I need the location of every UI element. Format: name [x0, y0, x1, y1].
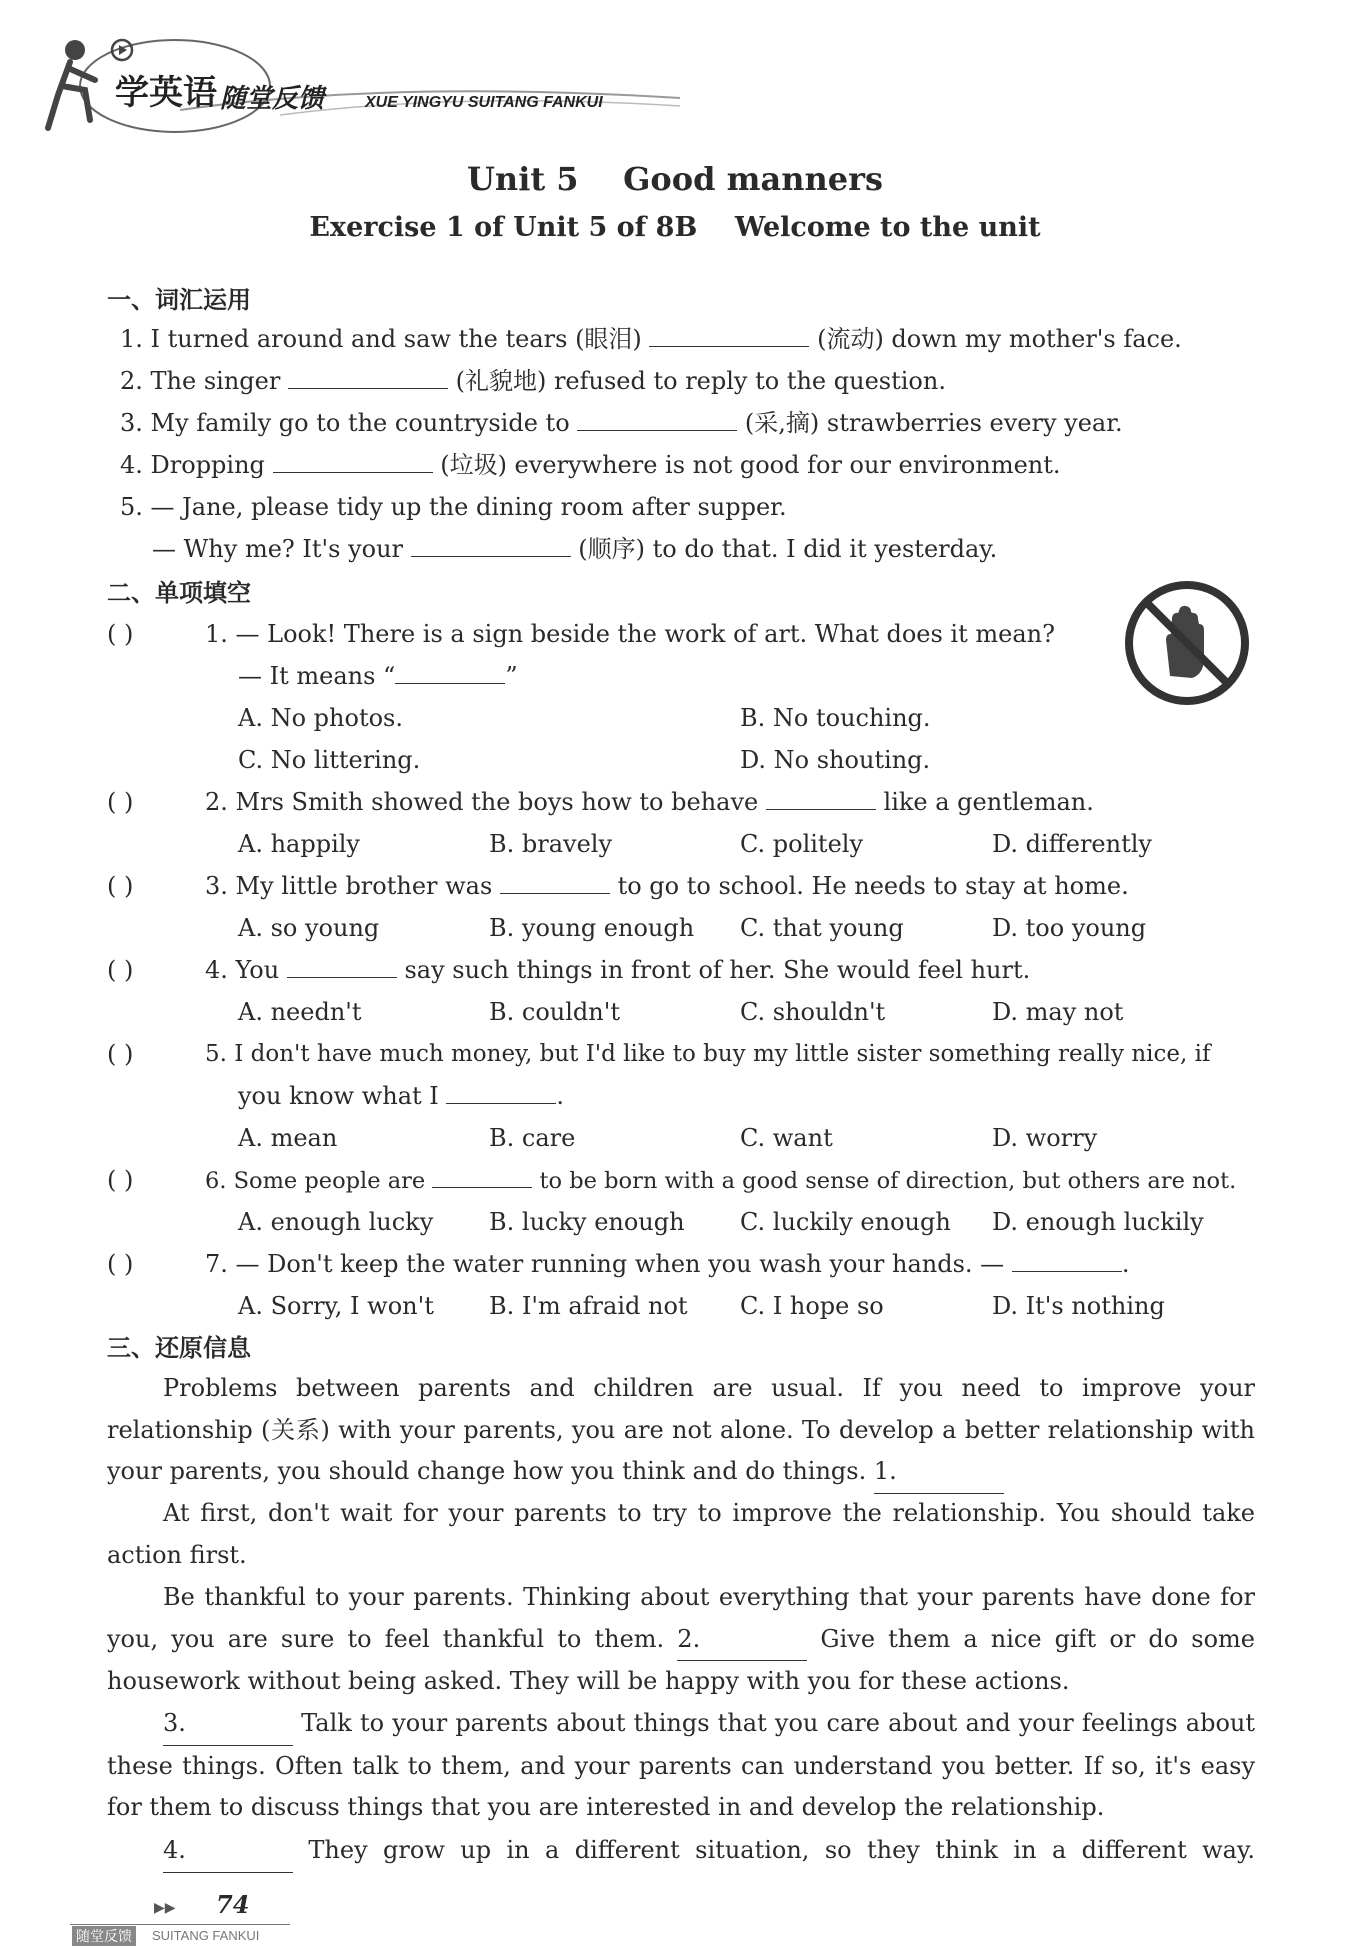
- option-d[interactable]: D. too young: [992, 914, 1147, 942]
- page-number: 74: [216, 1890, 250, 1919]
- answer-blank-3[interactable]: 3.: [163, 1703, 293, 1746]
- option-a[interactable]: A. mean: [238, 1124, 338, 1152]
- answer-blank-1[interactable]: 1.: [874, 1451, 1004, 1494]
- exercise-title: Exercise 1 of Unit 5 of 8B Welcome to the unit: [309, 212, 1041, 243]
- no-touching-sign-icon: [1122, 578, 1252, 708]
- footer: [70, 1888, 290, 1948]
- answer-blank[interactable]: [649, 322, 809, 347]
- answer-paren[interactable]: ( ): [107, 1166, 134, 1194]
- option-d[interactable]: D. It's nothing: [992, 1292, 1165, 1320]
- option-b[interactable]: B. lucky enough: [489, 1208, 685, 1236]
- passage-paragraph-2: At first, don't wait for your parents to try to improve the relationship. You should take action first.: [107, 1499, 1255, 1569]
- footer-label-cn: 随堂反馈: [72, 1926, 136, 1946]
- answer-blank[interactable]: [287, 953, 397, 978]
- option-d[interactable]: D. may not: [992, 998, 1124, 1026]
- answer-paren[interactable]: ( ): [107, 872, 134, 900]
- option-b[interactable]: B. bravely: [489, 830, 613, 858]
- answer-blank[interactable]: [1012, 1247, 1122, 1272]
- option-c[interactable]: C. shouldn't: [740, 998, 886, 1026]
- option-b[interactable]: B. young enough: [489, 914, 695, 942]
- answer-blank-2[interactable]: 2.: [677, 1619, 807, 1662]
- option-c[interactable]: C. I hope so: [740, 1292, 884, 1320]
- option-b[interactable]: B. care: [489, 1124, 576, 1152]
- answer-paren[interactable]: ( ): [107, 620, 134, 648]
- answer-blank[interactable]: [432, 1163, 532, 1188]
- option-d[interactable]: D. worry: [992, 1124, 1098, 1152]
- answer-blank[interactable]: [288, 364, 448, 389]
- logo-subtext: 随堂反馈: [220, 84, 325, 114]
- option-c[interactable]: C. want: [740, 1124, 833, 1152]
- footer-rule: [70, 1924, 290, 1925]
- option-d[interactable]: D. enough luckily: [992, 1208, 1204, 1236]
- unit-title: Unit 5 Good manners: [467, 160, 883, 198]
- option-a[interactable]: A. so young: [238, 914, 380, 942]
- answer-blank[interactable]: [395, 659, 505, 684]
- option-a[interactable]: A. enough lucky: [238, 1208, 434, 1236]
- option-a[interactable]: A. Sorry, I won't: [238, 1292, 434, 1320]
- answer-blank[interactable]: [446, 1079, 556, 1104]
- answer-blank[interactable]: [411, 532, 571, 557]
- answer-blank-4[interactable]: 4.: [163, 1830, 293, 1873]
- logo-text: 学英语: [115, 73, 217, 113]
- header-pinyin: XUE YINGYU SUITANG FANKUI: [365, 94, 603, 111]
- answer-paren[interactable]: ( ): [107, 1040, 134, 1068]
- passage-paragraph-1: Problems between parents and children are usual. If you need to improve your relationship (关系) with your parents, you are not alone. To develop a better relationship with your parents, you should change how you think and do things. 1.: [107, 1368, 1255, 1494]
- answer-blank[interactable]: [577, 406, 737, 431]
- vocab-item-5: 5. — Jane, please tidy up the dining room after supper.: [120, 493, 787, 521]
- vocab-item-3: 3. My family go to the countryside to (采,摘) strawberries every year.: [120, 406, 1123, 440]
- answer-paren[interactable]: ( ): [107, 1250, 134, 1278]
- vocab-item-2: 2. The singer (礼貌地) refused to reply to the question.: [120, 364, 946, 398]
- vocab-item-5b: — Why me? It's your (顺序) to do that. I did it yesterday.: [152, 532, 997, 566]
- option-a[interactable]: A. No photos.: [238, 704, 403, 732]
- vocab-item-1: 1. I turned around and saw the tears (眼泪) (流动) down my mother's face.: [120, 322, 1182, 356]
- option-b[interactable]: B. No touching.: [740, 704, 931, 732]
- answer-blank[interactable]: [273, 448, 433, 473]
- section2-heading: 二、单项填空: [107, 579, 251, 607]
- answer-blank[interactable]: [766, 785, 876, 810]
- answer-blank[interactable]: [500, 869, 610, 894]
- vocab-item-4: 4. Dropping (垃圾) everywhere is not good for our environment.: [120, 448, 1061, 482]
- option-c[interactable]: C. that young: [740, 914, 904, 942]
- section1-heading: 一、词汇运用: [107, 286, 251, 314]
- option-a[interactable]: A. needn't: [238, 998, 362, 1026]
- option-c[interactable]: C. No littering.: [238, 746, 421, 774]
- footer-label-en: SUITANG FANKUI: [152, 1928, 260, 1943]
- page-arrow-icon: ▶▶: [154, 1900, 176, 1916]
- passage-paragraph-3: Be thankful to your parents. Thinking about everything that your parents have done for you, you are sure to feel thankful to them. 2. Give them a nice gift or do some housework without being asked. They will be happy with you for these actions.: [107, 1583, 1255, 1696]
- option-c[interactable]: C. politely: [740, 830, 864, 858]
- section3-heading: 三、还原信息: [107, 1334, 251, 1362]
- passage-paragraph-5: 4. They grow up in a different situation, so they think in a different way.: [107, 1830, 1255, 1873]
- option-d[interactable]: D. No shouting.: [740, 746, 931, 774]
- option-b[interactable]: B. I'm afraid not: [489, 1292, 688, 1320]
- option-c[interactable]: C. luckily enough: [740, 1208, 951, 1236]
- answer-paren[interactable]: ( ): [107, 956, 134, 984]
- option-a[interactable]: A. happily: [238, 830, 360, 858]
- passage-paragraph-4: 3. Talk to your parents about things that you care about and your feelings about these things. Often talk to them, and your parents can understand you better. If so, it's easy for them to discuss things that you are interested in and develop the relationship.: [107, 1703, 1255, 1829]
- option-b[interactable]: B. couldn't: [489, 998, 620, 1026]
- header: [40, 20, 680, 135]
- option-d[interactable]: D. differently: [992, 830, 1152, 858]
- answer-paren[interactable]: ( ): [107, 788, 134, 816]
